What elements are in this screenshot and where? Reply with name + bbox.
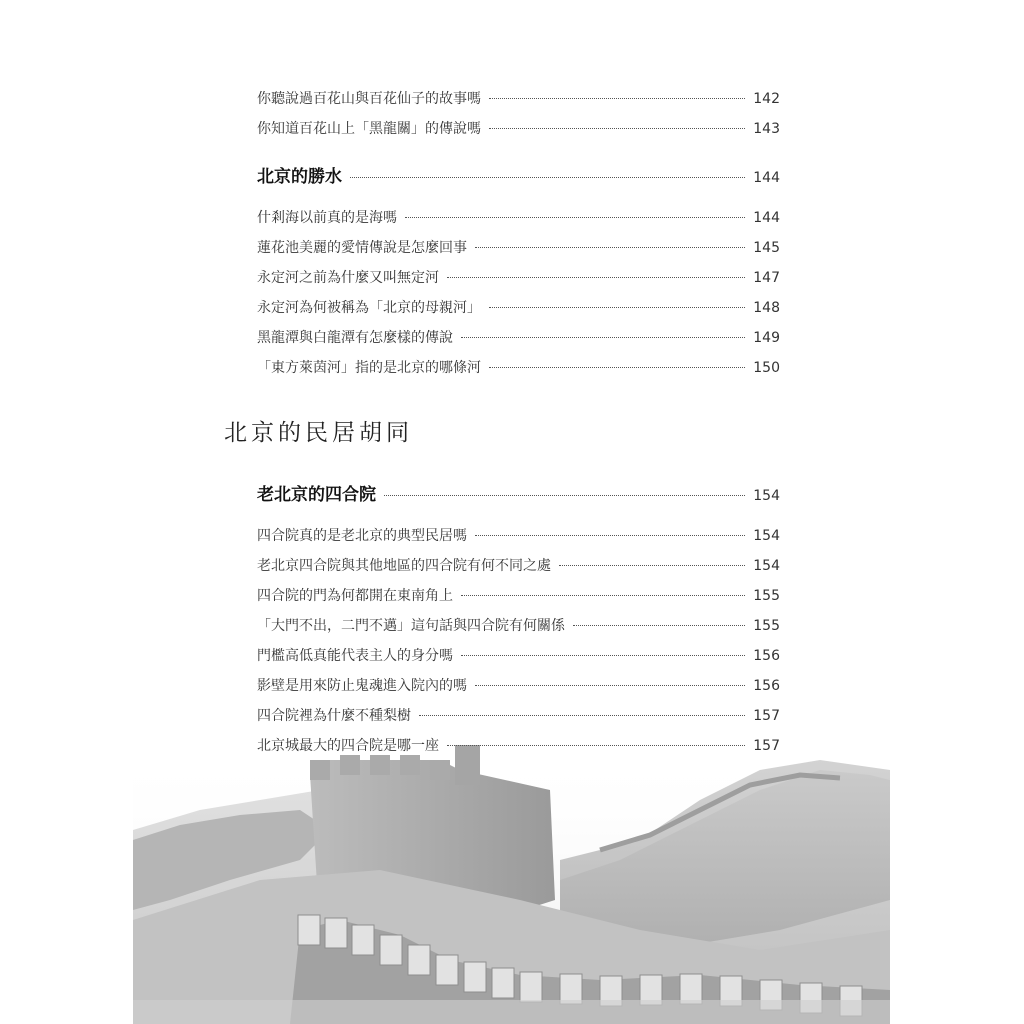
toc-entry[interactable] bbox=[257, 525, 780, 545]
toc-entry-page: 144 bbox=[753, 210, 780, 226]
toc-entry[interactable] bbox=[257, 615, 780, 635]
toc-entry-page: 157 bbox=[753, 708, 780, 724]
toc-entry[interactable] bbox=[257, 207, 780, 227]
toc-subsection-heading[interactable] bbox=[257, 480, 780, 505]
toc-entry-page: 154 bbox=[753, 528, 780, 544]
section-title: 北京的民居胡同 bbox=[224, 420, 413, 446]
toc-entry-title: 影壁是用來防止鬼魂進入院內的嗎 bbox=[257, 678, 467, 694]
toc-entry[interactable] bbox=[257, 705, 780, 725]
toc-entry-page: 156 bbox=[753, 648, 780, 664]
toc-entry-page: 142 bbox=[753, 91, 780, 107]
toc-entry-page: 157 bbox=[753, 738, 780, 754]
toc-entry-page: 147 bbox=[753, 270, 780, 286]
leader-dots bbox=[405, 217, 745, 218]
leader-dots bbox=[475, 685, 745, 686]
leader-dots bbox=[461, 655, 745, 656]
toc-entry-title: 四合院的門為何都開在東南角上 bbox=[257, 588, 453, 604]
toc-entry[interactable] bbox=[257, 357, 780, 377]
toc-entry[interactable] bbox=[257, 118, 780, 138]
toc-entry[interactable] bbox=[257, 645, 780, 665]
leader-dots bbox=[475, 247, 745, 248]
toc-entry[interactable] bbox=[257, 327, 780, 347]
toc-entry-title: 你聽說過百花山與百花仙子的故事嗎 bbox=[257, 91, 481, 107]
toc-entry-page: 156 bbox=[753, 678, 780, 694]
toc-entry[interactable] bbox=[257, 237, 780, 257]
leader-dots bbox=[447, 745, 745, 746]
leader-dots bbox=[489, 307, 745, 308]
toc-entry-title: 門檻高低真能代表主人的身分嗎 bbox=[257, 648, 453, 664]
toc-entry-page: 155 bbox=[753, 618, 780, 634]
toc-entry-title: 蓮花池美麗的愛情傳說是怎麼回事 bbox=[257, 240, 467, 256]
leader-dots bbox=[350, 177, 745, 178]
leader-dots bbox=[419, 715, 745, 716]
toc-entry-page: 155 bbox=[753, 588, 780, 604]
toc-entry-page: 145 bbox=[753, 240, 780, 256]
toc-entry-page: 148 bbox=[753, 300, 780, 316]
toc-entry[interactable] bbox=[257, 555, 780, 575]
toc-entry[interactable] bbox=[257, 585, 780, 605]
subsection-title: 老北京的四合院 bbox=[257, 485, 376, 505]
leader-dots bbox=[489, 98, 745, 99]
leader-dots bbox=[559, 565, 745, 566]
subsection-page: 144 bbox=[753, 170, 780, 186]
toc-subsection-heading[interactable] bbox=[257, 162, 780, 187]
toc-entry[interactable] bbox=[257, 267, 780, 287]
toc-entry-title: 「東方萊茵河」指的是北京的哪條河 bbox=[257, 360, 481, 376]
leader-dots bbox=[461, 337, 745, 338]
toc-entry-title: 北京城最大的四合院是哪一座 bbox=[257, 738, 439, 754]
toc-entry-page: 143 bbox=[753, 121, 780, 137]
toc-entry-title: 「大門不出，二門不邁」這句話與四合院有何關係 bbox=[257, 618, 565, 634]
toc-entry-title: 黑龍潭與白龍潭有怎麼樣的傳說 bbox=[257, 330, 453, 346]
toc-entry-title: 四合院真的是老北京的典型民居嗎 bbox=[257, 528, 467, 544]
toc-entry-title: 老北京四合院與其他地區的四合院有何不同之處 bbox=[257, 558, 551, 574]
toc-entry-title: 永定河為何被稱為「北京的母親河」 bbox=[257, 300, 481, 316]
subsection-page: 154 bbox=[753, 488, 780, 504]
toc-entry[interactable] bbox=[257, 88, 780, 108]
leader-dots bbox=[447, 277, 745, 278]
toc-entry-title: 什剎海以前真的是海嗎 bbox=[257, 210, 397, 226]
leader-dots bbox=[489, 367, 745, 368]
leader-dots bbox=[489, 128, 745, 129]
leader-dots bbox=[573, 625, 745, 626]
toc-entry[interactable] bbox=[257, 675, 780, 695]
toc-entry[interactable] bbox=[257, 735, 780, 755]
toc-entry-page: 154 bbox=[753, 558, 780, 574]
toc-entry-title: 永定河之前為什麼又叫無定河 bbox=[257, 270, 439, 286]
toc-entry-title: 你知道百花山上「黑龍關」的傳說嗎 bbox=[257, 121, 481, 137]
toc-entry-title: 四合院裡為什麼不種梨樹 bbox=[257, 708, 411, 724]
leader-dots bbox=[384, 495, 745, 496]
leader-dots bbox=[461, 595, 745, 596]
leader-dots bbox=[475, 535, 745, 536]
toc-entry[interactable] bbox=[257, 297, 780, 317]
toc-entry-page: 150 bbox=[753, 360, 780, 376]
toc-entry-page: 149 bbox=[753, 330, 780, 346]
subsection-title: 北京的勝水 bbox=[257, 167, 342, 187]
